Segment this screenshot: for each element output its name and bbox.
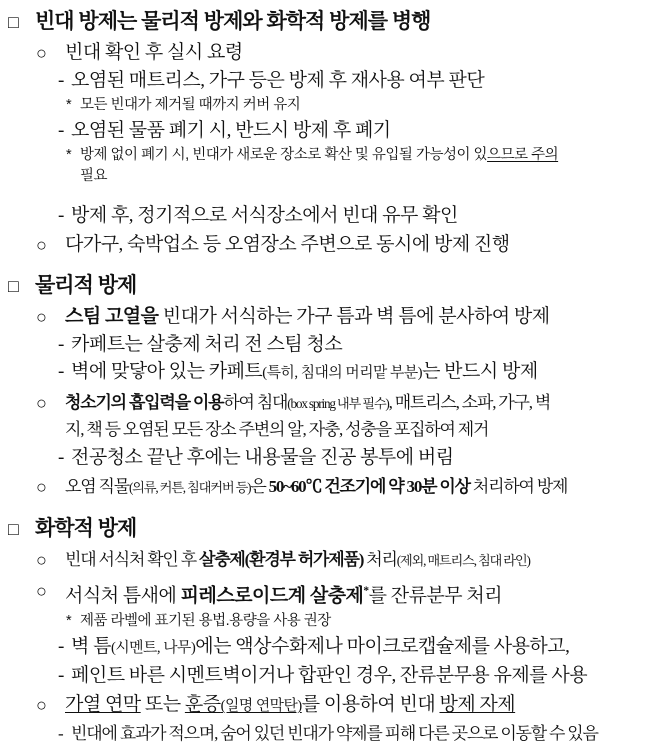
doc-line-dash [8,721,658,746]
text-segment: 은 [250,477,269,496]
doc-line-section [8,515,658,543]
circle-bullet-icon: ○ [36,550,46,570]
text-segment: 벽 틈 [71,636,111,658]
circle-bullet-icon: ○ [36,307,47,327]
asterisk-bullet: * [66,613,72,630]
text-segment: 빈대 방제는 물리적 방제와 화학적 방제를 병행 [35,10,431,33]
doc-line-dash [8,359,658,386]
text-segment: (제외, 매트리스, 침대 라인) [396,553,530,568]
doc-line-circle [8,547,658,574]
doc-line-dash [8,68,658,93]
doc-line-dash [8,332,658,357]
text-segment: 하여 침대 [223,393,288,412]
doc-line-dash [8,203,658,228]
asterisk-bullet: * [66,97,72,113]
text-segment: 청소기의 흡입력을 이용 [65,393,224,412]
text-segment: 를 이용하여 빈대 [301,694,440,716]
text-segment: , 매트리스, 소파, 가구, 벽 [388,393,551,412]
dash-bullet: - [58,724,63,744]
doc-line-dash [8,445,658,470]
doc-line-circle [8,390,658,443]
text-segment: 모든 빈대가 제거될 때까지 커버 유지 [80,97,301,113]
text-segment: 방제 후, 정기적으로 서식장소에서 빈대 유무 확인 [71,205,458,226]
dash-bullet: - [58,447,64,468]
text-segment: 처리 [363,550,397,569]
text-segment: 으므로 주의 [487,147,559,163]
line-text [80,95,300,116]
circle-bullet-icon: ○ [36,393,46,413]
doc-line-star [8,611,658,632]
line-text [80,611,331,632]
circle-bullet-icon: ○ [36,43,47,63]
doc-line-circle [8,578,658,609]
line-text [35,272,136,300]
text-segment: 카페트는 살충제 처리 전 스팀 청소 [71,334,343,355]
line-text [71,359,538,386]
text-segment: 서식처 틈새에 [65,585,181,607]
square-bullet-icon: □ [8,276,18,296]
dash-bullet: - [58,205,64,226]
text-segment: 살충제(환경부 허가제품) [198,550,364,569]
text-segment: 다가구, 숙박업소 등 오염장소 주변으로 동시에 방제 진행 [65,234,510,255]
line-text [65,547,530,574]
doc-line-star [8,145,658,187]
line-text [35,515,136,543]
doc-line-circle [8,304,658,330]
line-text [65,304,550,330]
doc-line-dash [8,663,658,688]
text-segment: 빈대 서식처 확인 후 [65,550,199,569]
line-text [71,332,342,357]
line-text [35,8,430,36]
doc-line-section [8,272,658,300]
text-segment: (일명 연막탄) [220,698,302,715]
doc-line-dash [8,118,658,143]
text-segment: 화학적 방제 [35,517,137,540]
text-segment: 가열 연막 [65,694,141,716]
line-text [65,578,502,609]
text-segment: 물리적 방제 [35,274,137,297]
text-segment: 빈대에 효과가 적으며, 숨어 있던 빈대가 약제를 피해 다른 곳으로 이동할 수 있음 [71,724,598,744]
text-segment: * [363,585,369,597]
text-segment: 스팀 고열을 [65,306,159,327]
text-segment: (box spring 내부 필수) [287,396,389,411]
text-segment: 필요 [80,168,108,184]
line-text [71,663,587,688]
text-segment: 50~60℃ 건조기에 약 30분 이상 [268,477,470,496]
text-segment: 또는 [140,694,185,716]
doc-line-section [8,8,658,36]
square-bullet-icon: □ [8,12,18,32]
text-segment: 오염된 매트리스, 가구 등은 방제 후 재사용 여부 판단 [71,70,485,91]
square-bullet-icon: □ [8,519,18,539]
text-segment: (의류, 커튼, 침대커버 등) [128,480,251,495]
doc-line-star [8,95,658,116]
text-segment: 처리하여 방제 [469,477,568,496]
doc-line-dash [8,634,658,661]
line-text [71,118,391,143]
doc-line-circle [8,40,658,66]
asterisk-bullet: * [66,147,72,163]
circle-bullet-icon: ○ [36,695,47,716]
line-text [65,40,243,66]
dash-bullet: - [58,70,64,91]
line-text [65,692,515,719]
dash-bullet: - [58,334,64,355]
text-segment: (특히, 침대의 머리맡 부분) [262,365,423,381]
text-segment: 방제 없이 폐기 시, 빈대가 새로운 장소로 확산 및 유입될 가능성이 있 [80,147,488,163]
dash-bullet: - [58,665,64,687]
line-text [65,232,510,258]
text-segment: 피레스로이드계 살충제 [180,585,364,607]
text-segment: 에는 액상수화제나 마이크로캡슐제를 사용하고, [195,636,570,658]
line-text [71,68,484,93]
line-text [65,390,550,443]
text-segment: 페인트 바른 시멘트벽이거나 합판인 경우, 잔류분무용 유제를 사용 [71,665,588,687]
text-segment: 를 잔류분무 처리 [368,585,503,607]
text-segment: 방제 자제 [439,694,516,716]
dash-bullet: - [58,636,64,658]
line-text [65,474,567,501]
text-segment: 오염된 물품 폐기 시, 반드시 방제 후 폐기 [71,120,391,141]
dash-bullet: - [58,361,64,382]
line-text [80,145,558,187]
text-segment: 오염 직물 [65,477,129,496]
text-segment: 벽에 맞닿아 있는 카페트 [71,361,263,382]
doc-line-circle [8,474,658,501]
text-segment: 전공청소 끝난 후에는 내용물을 진공 봉투에 버림 [71,447,454,468]
line-text [71,721,598,746]
document-body [8,8,658,746]
text-segment: 제품 라벨에 표기된 용법.용량을 사용 권장 [80,613,331,630]
circle-bullet-icon: ○ [36,235,47,255]
text-segment: 훈증 [184,694,221,716]
doc-line-circle [8,232,658,258]
text-segment: 지, 책 등 오염된 모든 장소 주변의 알, 자충, 성충을 포집하여 제거 [65,420,489,439]
line-text [71,203,458,228]
text-segment: (시멘트, 나무) [110,640,196,657]
line-text [71,445,454,470]
line-text [71,634,569,661]
text-segment: 빈대가 서식하는 가구 틈과 벽 틈에 분사하여 방제 [158,306,550,327]
doc-line-circle [8,692,658,719]
circle-bullet-icon: ○ [36,477,46,497]
text-segment: 는 반드시 방제 [422,361,538,382]
text-segment: 빈대 확인 후 실시 요령 [65,42,243,63]
dash-bullet: - [58,120,64,141]
circle-bullet-icon: ○ [36,581,47,601]
